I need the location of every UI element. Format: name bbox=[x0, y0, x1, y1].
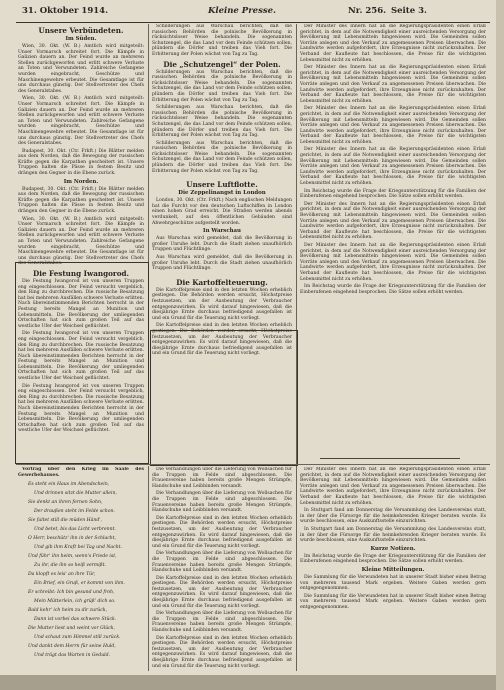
article-text: Der Minister des Innern hat an die Regierungspräsidenten einen Erlaß gerichtet, in dem auf die Notwendigkeit einer ausreichenden Versorgung der Bevölkerung mit Lebensmitteln hingewiesen wird. Die Gemeinden sollen Vorräte anlegen und den Verkauf zu angemessenen Preisen überwachen. Die Landwirte werden aufgefordert, ihre Erzeugnisse nicht zurückzuhalten. Der Verband der Kaufleute hat beschlossen, die Preise für die wichtigsten Lebensmittel nicht zu erhöhen. bbox=[300, 242, 486, 282]
paper-title: Kleine Presse. bbox=[208, 6, 277, 16]
poem-line: Sie denkt an ihren fernen Sohn, bbox=[28, 500, 103, 505]
article-text: Schilderungen aus Warschau berichten, daß die russischen Behörden die polnische Bevölkerung in rücksichtsloser Weise behandeln. Die sogenannten Schutzengel, die das Land vor dem Feinde schützen sollen, plündern die Dörfer und treiben das Vieh fort. Die Erbitterung der Polen wächst von Tag zu Tag. bbox=[152, 69, 292, 103]
poem-line: O Herr, beschütz' ihn in der Schlacht, bbox=[28, 536, 117, 541]
article-text: Die Verhandlungen über die Lieferung von Wollsachen für die Truppen im Felde sind abgeschlossen. Die Frauenvereine haben bereits große Mengen Strümpfe, Handschuhe und Leibbinden versandt. bbox=[152, 611, 292, 634]
poem-line: Zu ihr, die ihn so heiß vermißt. bbox=[34, 563, 107, 568]
poem-line: Und drinnen sitzt die Mutter allein, bbox=[34, 491, 117, 496]
masthead-rule bbox=[16, 22, 490, 23]
article-text: Die Verhandlungen über die Lieferung von Wollsachen für die Truppen im Felde sind abgeschlossen. Die Frauenvereine haben bereits große Mengen Strümpfe, Handschuhe und Leibbinden versandt. bbox=[152, 551, 292, 574]
subhead-notizen: Kurze Notizen. bbox=[370, 545, 416, 552]
article-text: Die Festung Iwangorod ist von unseren Truppen eng eingeschlossen. Der Feind versucht vergeblich, den Ring zu durchbrechen. Die russische Besatzung hat bei mehreren Ausfällen schwere Verluste erlitten. Nach übereinstimmenden Berichten herrscht in der Festung bereits Mangel an Munition und Lebensmitteln. Die Bevölkerung der umliegenden Ortschaften hat sich zum großen Teil auf das westliche Ufer der Weichsel geflüchtet. bbox=[18, 278, 144, 329]
article-text: London, 30. Okt. (Ctr. Frkft.) Nach englischen Meldungen hat die Furcht vor den deutschen Luftschiffen in London einen hohen Grad erreicht. Die Straßen werden abends verdunkelt, auf den öffentlichen Gebäuden sind Abwehrgeschütze aufgestellt worden. bbox=[152, 198, 292, 226]
article-text: Budapest, 30. Okt. (Ctr. Frkft.) Die Blätter melden aus dem Norden, daß die Bewegung der russischen Kräfte gegen die Karpathen gescheitert ist. Unsere Truppen halten die Pässe in festem Besitz und drängen den Gegner in die Ebene zurück. bbox=[18, 148, 144, 177]
page-edge bbox=[0, 675, 504, 690]
section-rule bbox=[16, 464, 490, 465]
separator-dash bbox=[320, 458, 460, 459]
article-text: Der Minister des Innern hat an die Regierungspräsidenten einen Erlaß gerichtet, in dem auf die Notwendigkeit einer ausreichenden Versorgung der Bevölkerung mit Lebensmitteln hingewiesen wird. Die Gemeinden sollen Vorräte anlegen und den Verkauf zu angemessenen Preisen überwachen. Die Landwirte werden aufgefordert, ihre Erzeugnisse nicht zurückzuhalten. Der Verband der Kaufleute hat beschlossen, die Preise für die wichtigsten Lebensmittel nicht zu erhöhen. bbox=[300, 106, 486, 145]
poem-line: Sie faltet still die müden Händ', bbox=[28, 518, 102, 523]
article-text: Die Verhandlungen über die Lieferung von Wollsachen für die Truppen im Felde sind abgeschlossen. Die Frauenvereine haben bereits große Mengen Strümpfe, Handschuhe und Leibbinden versandt. bbox=[152, 467, 292, 489]
headline-luftflotte: Unsere Luftflotte. bbox=[186, 180, 258, 190]
article-text: Der Minister des Innern hat an die Regierungspräsidenten einen Erlaß gerichtet, in dem auf die Notwendigkeit einer ausreichenden Versorgung der Bevölkerung mit Lebensmitteln hingewiesen wird. Die Gemeinden sollen Vorräte anlegen und den Verkauf zu angemessenen Preisen überwachen. Die Landwirte werden aufgefordert, ihre Erzeugnisse nicht zurückzuhalten. Der Verband der Kaufleute hat beschlossen, die Preise für die wichtigsten Lebensmittel nicht zu erhöhen. bbox=[300, 201, 486, 241]
article-text: Aus Warschau wird gemeldet, daß die Bevölkerung in großer Unruhe lebt. Durch die Stadt ziehen unaufhörlich Truppen und Flüchtlinge. bbox=[152, 255, 292, 272]
article-text: Die Kartoffelpreise sind in den letzten Wochen erheblich gestiegen. Die Behörden werden ersucht, Höchstpreise festzusetzen, um der Ausbeutung der Verbraucher entgegenzuwirken. Es wird darauf hingewiesen, daß die diesjährige Ernte durchaus befriedigend ausgefallen ist und ein Grund für die Teuerung nicht vorliegt. bbox=[152, 323, 292, 357]
article-text: Die Kartoffelpreise sind in den letzten Wochen erheblich gestiegen. Die Behörden werden ersucht, Höchstpreise festzusetzen, um der Ausbeutung der Verbraucher entgegenzuwirken. Es wird darauf hingewiesen, daß die diesjährige Ernte durchaus befriedigend ausgefallen ist und ein Grund für die Teuerung nicht vorliegt. bbox=[152, 287, 292, 321]
article-text: Die Sammlung für die Verwundeten hat in unserer Stadt bisher einen Betrag von mehreren tausend Mark ergeben. Weitere Gaben werden gern entgegengenommen. bbox=[300, 593, 486, 610]
subhead-norden: Im Norden. bbox=[63, 178, 99, 185]
poem-line: Der draußen steht im Felde schon. bbox=[34, 509, 115, 514]
article-text: Die Festung Iwangorod ist von unseren Truppen eng eingeschlossen. Der Feind versucht vergeblich, den Ring zu durchbrechen. Die russische Besatzung hat bei mehreren Ausfällen schwere Verluste erlitten. Nach übereinstimmenden Berichten herrscht in der Festung bereits Mangel an Munition und Lebensmitteln. Die Bevölkerung der umliegenden Ortschaften hat sich zum großen Teil auf das westliche Ufer der Weichsel geflüchtet. bbox=[18, 331, 144, 382]
poem bbox=[24, 480, 134, 670]
boxed-article-frame bbox=[150, 330, 298, 466]
article-text: Wien, 30. Okt. (W. B.) Amtlich wird mitgeteilt: Unser Vormarsch schreitet fort. Die Kämpfe in Galizien dauern an. Der Feind wurde an mehreren Stellen zurückgeworfen und erlitt schwere Verluste an Toten und Verwundeten. Zahlreiche Gefangene wurden eingebracht, Geschütze und Maschinengewehre erbeutet. Die Gesamtlage ist für uns durchaus günstig. Der Stellvertreter des Chefs des Generalstabes. bbox=[18, 44, 144, 94]
subhead-zeppelin: Die Zeppelinangst in London bbox=[178, 190, 266, 197]
poem-line: Und betet, bis das Licht verbrennt. bbox=[34, 527, 116, 532]
article-text: Aus Warschau wird gemeldet, daß die Bevölkerung in großer Unruhe lebt. Durch die Stadt ziehen unaufhörlich Truppen und Flüchtlinge. bbox=[152, 236, 292, 253]
headline-kartoffel: Die Kartoffelteuerung. bbox=[176, 277, 268, 287]
article-text: In Stuttgart fand am Donnerstag die Versammlung des Landesvereins statt, in der über die Fürsorge für die heimkehrenden Krieger beraten wurde. Es wurde beschlossen, eine Auskunftsstelle einzurichten. bbox=[300, 526, 486, 544]
column-3 bbox=[300, 24, 486, 464]
article-text: Schilderungen aus Warschau berichten, daß die russischen Behörden die polnische Bevölkerung in rücksichtsloser Weise behandeln. Die sogenannten Schutzengel, die das Land vor dem Feinde schützen sollen, plündern die Dörfer und treiben das Vieh fort. Die Erbitterung der Polen wächst von Tag zu Tag. bbox=[152, 140, 292, 174]
article-text: Der Minister des Innern hat an die Regierungspräsidenten einen Erlaß gerichtet, in dem auf die Notwendigkeit einer ausreichenden Versorgung der Bevölkerung mit Lebensmitteln hingewiesen wird. Die Gemeinden sollen Vorräte anlegen und den Verkauf zu angemessenen Preisen überwachen. Die Landwirte werden aufgefordert, ihre Erzeugnisse nicht zurückzuhalten. Der Verband der Kaufleute hat beschlossen, die Preise für die wichtigsten Lebensmittel nicht zu erhöhen. bbox=[300, 65, 486, 104]
poem-line: Dann ist vorbei das schwere Stück. bbox=[34, 617, 117, 622]
lower-column-3 bbox=[300, 467, 486, 672]
article-text: Die Sammlung für die Verwundeten hat in unserer Stadt bisher einen Betrag von mehreren tausend Mark ergeben. Weitere Gaben werden gern entgegengenommen. bbox=[300, 574, 486, 592]
poem-line: Er schreibt: Ich bin gesund und froh, bbox=[28, 590, 115, 595]
article-text: Im Reichstag wurde die Frage der Kriegsunterstützung für die Familien der Einberufenen eingehend besprochen. Die Sätze sollen erhöht werden. bbox=[300, 188, 486, 200]
article-text: Der Minister des Innern hat an die Regierungspräsidenten einen Erlaß gerichtet, in dem auf die Notwendigkeit einer ausreichenden Versorgung der Bevölkerung mit Lebensmitteln hingewiesen wird. Die Gemeinden sollen Vorräte anlegen und den Verkauf zu angemessenen Preisen überwachen. Die Landwirte werden aufgefordert, ihre Erzeugnisse nicht zurückzuhalten. Der Verband der Kaufleute hat beschlossen, die Preise für die wichtigsten Lebensmittel nicht zu erhöhen. bbox=[300, 147, 486, 187]
subhead-mitteilungen: Kleine Mitteilungen. bbox=[361, 566, 425, 573]
boxed-article-frame bbox=[15, 262, 149, 464]
headline-festung: Die Festung Iwangorod. bbox=[32, 268, 130, 278]
headline-verbuendeten: Unsere Verbündeten. bbox=[38, 26, 124, 35]
article-text: Im Reichstag wurde die Frage der Kriegsunterstützung für die Familien der Einberufenen eingehend besprochen. Die Sätze sollen erhöht werden. bbox=[300, 553, 486, 565]
column-divider bbox=[148, 466, 149, 671]
article-text: Vortrag über den Krieg im Saale des Gewerbehauses. bbox=[18, 467, 144, 478]
column-divider bbox=[296, 466, 297, 671]
subhead-sueden: Im Süden. bbox=[65, 36, 97, 42]
lower-column-2 bbox=[152, 467, 292, 672]
article-text: Budapest, 30. Okt. (Ctr. Frkft.) Die Blätter melden aus dem Norden, daß die Bewegung der russischen Kräfte gegen die Karpathen gescheitert ist. Unsere Truppen halten die Pässe in festem Besitz und drängen den Gegner in die Ebene zurück. bbox=[18, 186, 144, 215]
article-text: Schilderungen aus Warschau berichten, daß die russischen Behörden die polnische Bevölkerung in rücksichtsloser Weise behandeln. Die sogenannten Schutzengel, die das Land vor dem Feinde schützen sollen, plündern die Dörfer und treiben das Vieh fort. Die Erbitterung der Polen wächst von Tag zu Tag. bbox=[152, 24, 292, 57]
lower-notice bbox=[18, 467, 144, 479]
poem-line: Die Mutter liest und weint vor Glück, bbox=[28, 626, 116, 631]
poem-line: Ein Brief, ein Gruß, er kommt von ihm. bbox=[34, 581, 125, 586]
article-text: Der Minister des Innern hat an die Regierungspräsidenten einen Erlaß gerichtet, in dem auf die Notwendigkeit einer ausreichenden Versorgung der Bevölkerung mit Lebensmitteln hingewiesen wird. Die Gemeinden sollen Vorräte anlegen und den Verkauf zu angemessenen Preisen überwachen. Die Landwirte werden aufgefordert, ihre Erzeugnisse nicht zurückzuhalten. Der Verband der Kaufleute hat beschlossen, die Preise für die wichtigsten Lebensmittel nicht zu erhöhen. bbox=[300, 24, 486, 63]
article-text: Der Minister des Innern hat an die Regierungspräsidenten einen Erlaß gerichtet, in dem auf die Notwendigkeit einer ausreichenden Versorgung der Bevölkerung mit Lebensmitteln hingewiesen wird. Die Gemeinden sollen Vorräte anlegen und den Verkauf zu angemessenen Preisen überwachen. Die Landwirte werden aufgefordert, ihre Erzeugnisse nicht zurückzuhalten. Der Verband der Kaufleute hat beschlossen, die Preise für die wichtigsten Lebensmittel nicht zu erhöhen. bbox=[300, 467, 486, 506]
subhead-warschau: In Warschau bbox=[203, 228, 241, 235]
article-text: Im Reichstag wurde die Frage der Kriegsunterstützung für die Familien der Einberufenen eingehend besprochen. Die Sätze sollen erhöht werden. bbox=[300, 284, 486, 295]
article-text: Schilderungen aus Warschau berichten, daß die russischen Behörden die polnische Bevölkerung in rücksichtsloser Weise behandeln. Die sogenannten Schutzengel, die das Land vor dem Feinde schützen sollen, plündern die Dörfer und treiben das Vieh fort. Die Erbitterung der Polen wächst von Tag zu Tag. bbox=[152, 105, 292, 139]
poem-line: Da klopft es leis' an ihre Tür, bbox=[28, 572, 96, 577]
article-text: Die Verhandlungen über die Lieferung von Wollsachen für die Truppen im Felde sind abgeschlossen. Die Frauenvereine haben bereits große Mengen Strümpfe, Handschuhe und Leibbinden versandt. bbox=[152, 491, 292, 514]
article-text: Die Kartoffelpreise sind in den letzten Wochen erheblich gestiegen. Die Behörden werden ersucht, Höchstpreise festzusetzen, um der Ausbeutung der Verbraucher entgegenzuwirken. Es wird darauf hingewiesen, daß die diesjährige Ernte durchaus befriedigend ausgefallen ist und ein Grund für die Teuerung nicht vorliegt. bbox=[152, 635, 292, 669]
poem-line: Mein Mütterlein, ich grüß' dich so. bbox=[34, 599, 116, 604]
poem-line: Und dankt dem Herrn für seine Huld, bbox=[28, 644, 116, 649]
article-text: Die Kartoffelpreise sind in den letzten Wochen erheblich gestiegen. Die Behörden werden ersucht, Höchstpreise festzusetzen, um der Ausbeutung der Verbraucher entgegenzuwirken. Es wird darauf hingewiesen, daß die diesjährige Ernte durchaus befriedigend ausgefallen ist und ein Grund für die Teuerung nicht vorliegt. bbox=[152, 575, 292, 609]
poem-line: Und gib ihm Kraft bei Tag und Nacht. bbox=[34, 545, 123, 550]
masthead bbox=[18, 6, 488, 20]
article-text: Wien, 30. Okt. (W. B.) Amtlich wird mitgeteilt: Unser Vormarsch schreitet fort. Die Kämpfe in Galizien dauern an. Der Feind wurde an mehreren Stellen zurückgeworfen und erlitt schwere Verluste an Toten und Verwundeten. Zahlreiche Gefangene wurden eingebracht, Geschütze und Maschinengewehre erbeutet. Die Gesamtlage ist für uns durchaus günstig. Der Stellvertreter des Chefs des Generalstabes. bbox=[18, 216, 144, 267]
issue-date: 31. Oktober 1914. bbox=[22, 6, 109, 16]
headline-schutzengel: Die „Schutzengel“ der Polen. bbox=[163, 59, 281, 69]
article-text: Die Kartoffelpreise sind in den letzten Wochen erheblich gestiegen. Die Behörden werden ersucht, Höchstpreise festzusetzen, um der Ausbeutung der Verbraucher entgegenzuwirken. Es wird darauf hingewiesen, daß die diesjährige Ernte durchaus befriedigend ausgefallen ist und ein Grund für die Teuerung nicht vorliegt. bbox=[152, 515, 292, 549]
article-text: Die Festung Iwangorod ist von unseren Truppen eng eingeschlossen. Der Feind versucht vergeblich, den Ring zu durchbrechen. Die russische Besatzung hat bei mehreren Ausfällen schwere Verluste erlitten. Nach übereinstimmenden Berichten herrscht in der Festung bereits Mangel an Munition und Lebensmitteln. Die Bevölkerung der umliegenden Ortschaften hat sich zum großen Teil auf das westliche Ufer der Weichsel geflüchtet. bbox=[18, 383, 144, 434]
poem-line: Es steht ein Haus im Abendschein, bbox=[28, 482, 110, 487]
issue-number: Nr. 256. bbox=[348, 6, 387, 16]
poem-line: Und trägt das Warten in Geduld. bbox=[34, 653, 111, 658]
article-text: Wien, 30. Okt. (W. B.) Amtlich wird mitgeteilt: Unser Vormarsch schreitet fort. Die Kämpfe in Galizien dauern an. Der Feind wurde an mehreren Stellen zurückgeworfen und erlitt schwere Verluste an Toten und Verwundeten. Zahlreiche Gefangene wurden eingebracht, Geschütze und Maschinengewehre erbeutet. Die Gesamtlage ist für uns durchaus günstig. Der Stellvertreter des Chefs des Generalstabes. bbox=[18, 96, 144, 147]
poem-line: Und führ' ihn heim, wenn's Friede ist, bbox=[28, 554, 117, 559]
page-number: Seite 3. bbox=[391, 6, 427, 16]
poem-line: Bald kehr' ich heim zu dir zurück, bbox=[28, 608, 108, 613]
article-text: In Stuttgart fand am Donnerstag die Versammlung des Landesvereins statt, in der über die Fürsorge für die heimkehrenden Krieger beraten wurde. Es wurde beschlossen, eine Auskunftsstelle einzurichten. bbox=[300, 508, 486, 525]
poem-line: Und schaut zum Himmel still zurück. bbox=[34, 635, 121, 640]
